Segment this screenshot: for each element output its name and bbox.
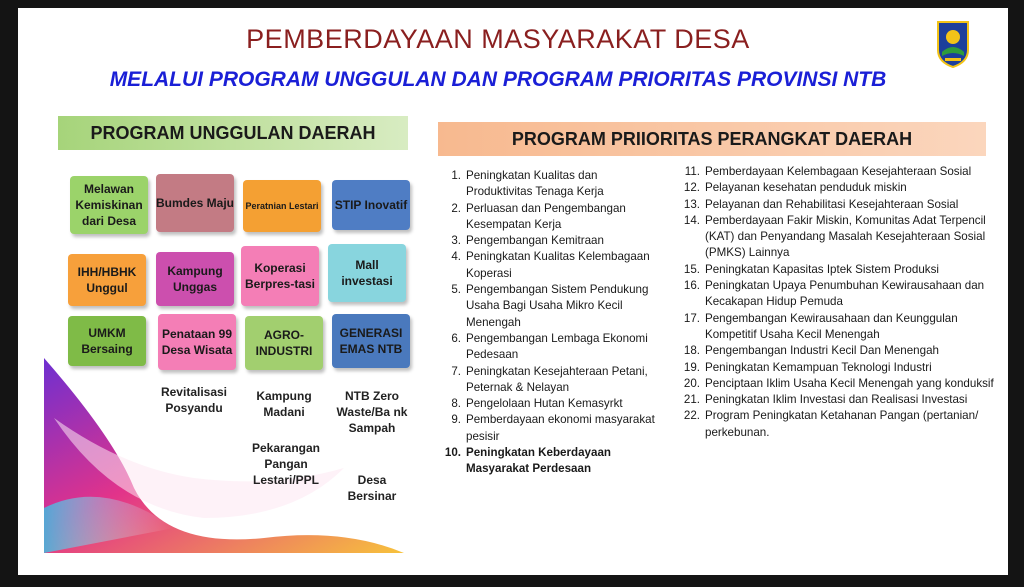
list-item: 8. Pengelolaan Hutan Kemasyrkt <box>451 397 623 411</box>
list-item: 5. Pengembangan Sistem Pendukung Usaha Bagi Usaha Mikro Kecil Menengah <box>451 283 649 329</box>
program-item: Revitalisasi Posyandu <box>160 385 228 415</box>
list-item: 15. Peningkatan Kapasitas Iptek Sistem Produksi <box>683 262 939 276</box>
program-item: Pekarangan Pangan Lestari/PPL <box>251 441 321 487</box>
program-tile: Mall investasi <box>328 244 406 302</box>
program-tile: Koperasi Berpres-tasi <box>241 246 319 306</box>
program-tile: AGRO-INDUSTRI <box>245 316 323 370</box>
program-tile: UMKM Bersaing <box>68 316 146 366</box>
list-item: 3. Pengembangan Kemitraan <box>451 234 604 248</box>
program-unggulan-header: PROGRAM UNGGULAN DAERAH <box>58 116 408 150</box>
program-item: NTB Zero Waste/Ba nk Sampah <box>336 389 408 435</box>
list-item: 7. Peningkatan Kesejahteraan Petani, Peternak & Nelayan <box>451 364 648 394</box>
list-item: 19. Peningkatan Kemampuan Teknologi Industri <box>683 360 932 374</box>
list-item: 20. Penciptaan Iklim Usaha Kecil Menengah yang konduksif <box>683 376 994 390</box>
program-tile: Peratnian Lestari <box>243 180 321 232</box>
main-title: PEMBERDAYAAN MASYARAKAT DESA <box>246 24 750 54</box>
program-tile: GENERASI EMAS NTB <box>332 314 410 368</box>
list-item: 14. Pemberdayaan Fakir Miskin, Komunitas Adat Terpencil (KAT) dan Penyandang Masalah Kesejahteraan Sosial (PMKS) Lainnya <box>683 213 986 260</box>
list-item: 21. Peningkatan Iklim Investasi dan Realisasi Investasi <box>683 393 968 407</box>
list-item: 4. Peningkatan Kualitas Kelembagaan Koperasi <box>451 250 650 280</box>
list-item: 17. Pengembangan Kewirausahaan dan Keunggulan Kompetitif Usaha Kecil Menengah <box>683 311 958 341</box>
list-item: 2. Perluasan dan Pengembangan Kesempatan Kerja <box>451 201 626 231</box>
program-tile: Penataan 99 Desa Wisata <box>158 314 236 370</box>
list-item: 22. Program Peningkatan Ketahanan Pangan (pertanian/ perkebunan. <box>683 409 979 439</box>
list-item: 18. Pengembangan Industri Kecil Dan Menengah <box>683 344 939 358</box>
program-item: Kampung Madani <box>256 389 312 419</box>
list-item: 13. Pelayanan dan Rehabilitasi Kesejahteraan Sosial <box>683 197 959 211</box>
list-item: 9. Pemberdayaan ekonomi masyarakat pesisir <box>451 413 655 443</box>
program-tile: Kampung Unggas <box>156 252 234 306</box>
program-prioritas-header: PROGRAM PRIIORITAS PERANGKAT DAERAH <box>438 122 986 156</box>
list-item: 1. Peningkatan Kualitas dan Produktivitas Tenaga Kerja <box>451 169 604 199</box>
list-item: 16. Peningkatan Upaya Penumbuhan Kewirausahaan dan Kecakapan Hidup Pemuda <box>683 279 985 309</box>
list-item: 10. Peningkatan Keberdayaan Masyarakat Perdesaan <box>444 446 611 476</box>
subtitle: MELALUI PROGRAM UNGGULAN DAN PROGRAM PRIORITAS PROVINSI NTB <box>109 68 887 91</box>
program-tile: Bumdes Maju <box>156 174 234 232</box>
presentation-slide <box>18 8 1008 575</box>
list-item: 6. Pengembangan Lembaga Ekonomi Pedesaan <box>451 331 648 362</box>
program-tile: STIP Inovatif <box>332 180 410 230</box>
list-item: 12. Pelayanan kesehatan penduduk miskin <box>683 181 907 195</box>
program-item: Desa Bersinar <box>347 473 397 503</box>
list-item: 11. Pemberdayaan Kelembagaan Kesejahteraan Sosial <box>684 165 972 178</box>
program-tile: IHH/HBHK Unggul <box>68 254 146 306</box>
priority-list-left <box>442 168 664 478</box>
program-tile: Melawan Kemiskinan dari Desa <box>70 176 148 234</box>
priority-list-right <box>676 164 994 441</box>
ntb-province-emblem-icon <box>936 20 970 68</box>
